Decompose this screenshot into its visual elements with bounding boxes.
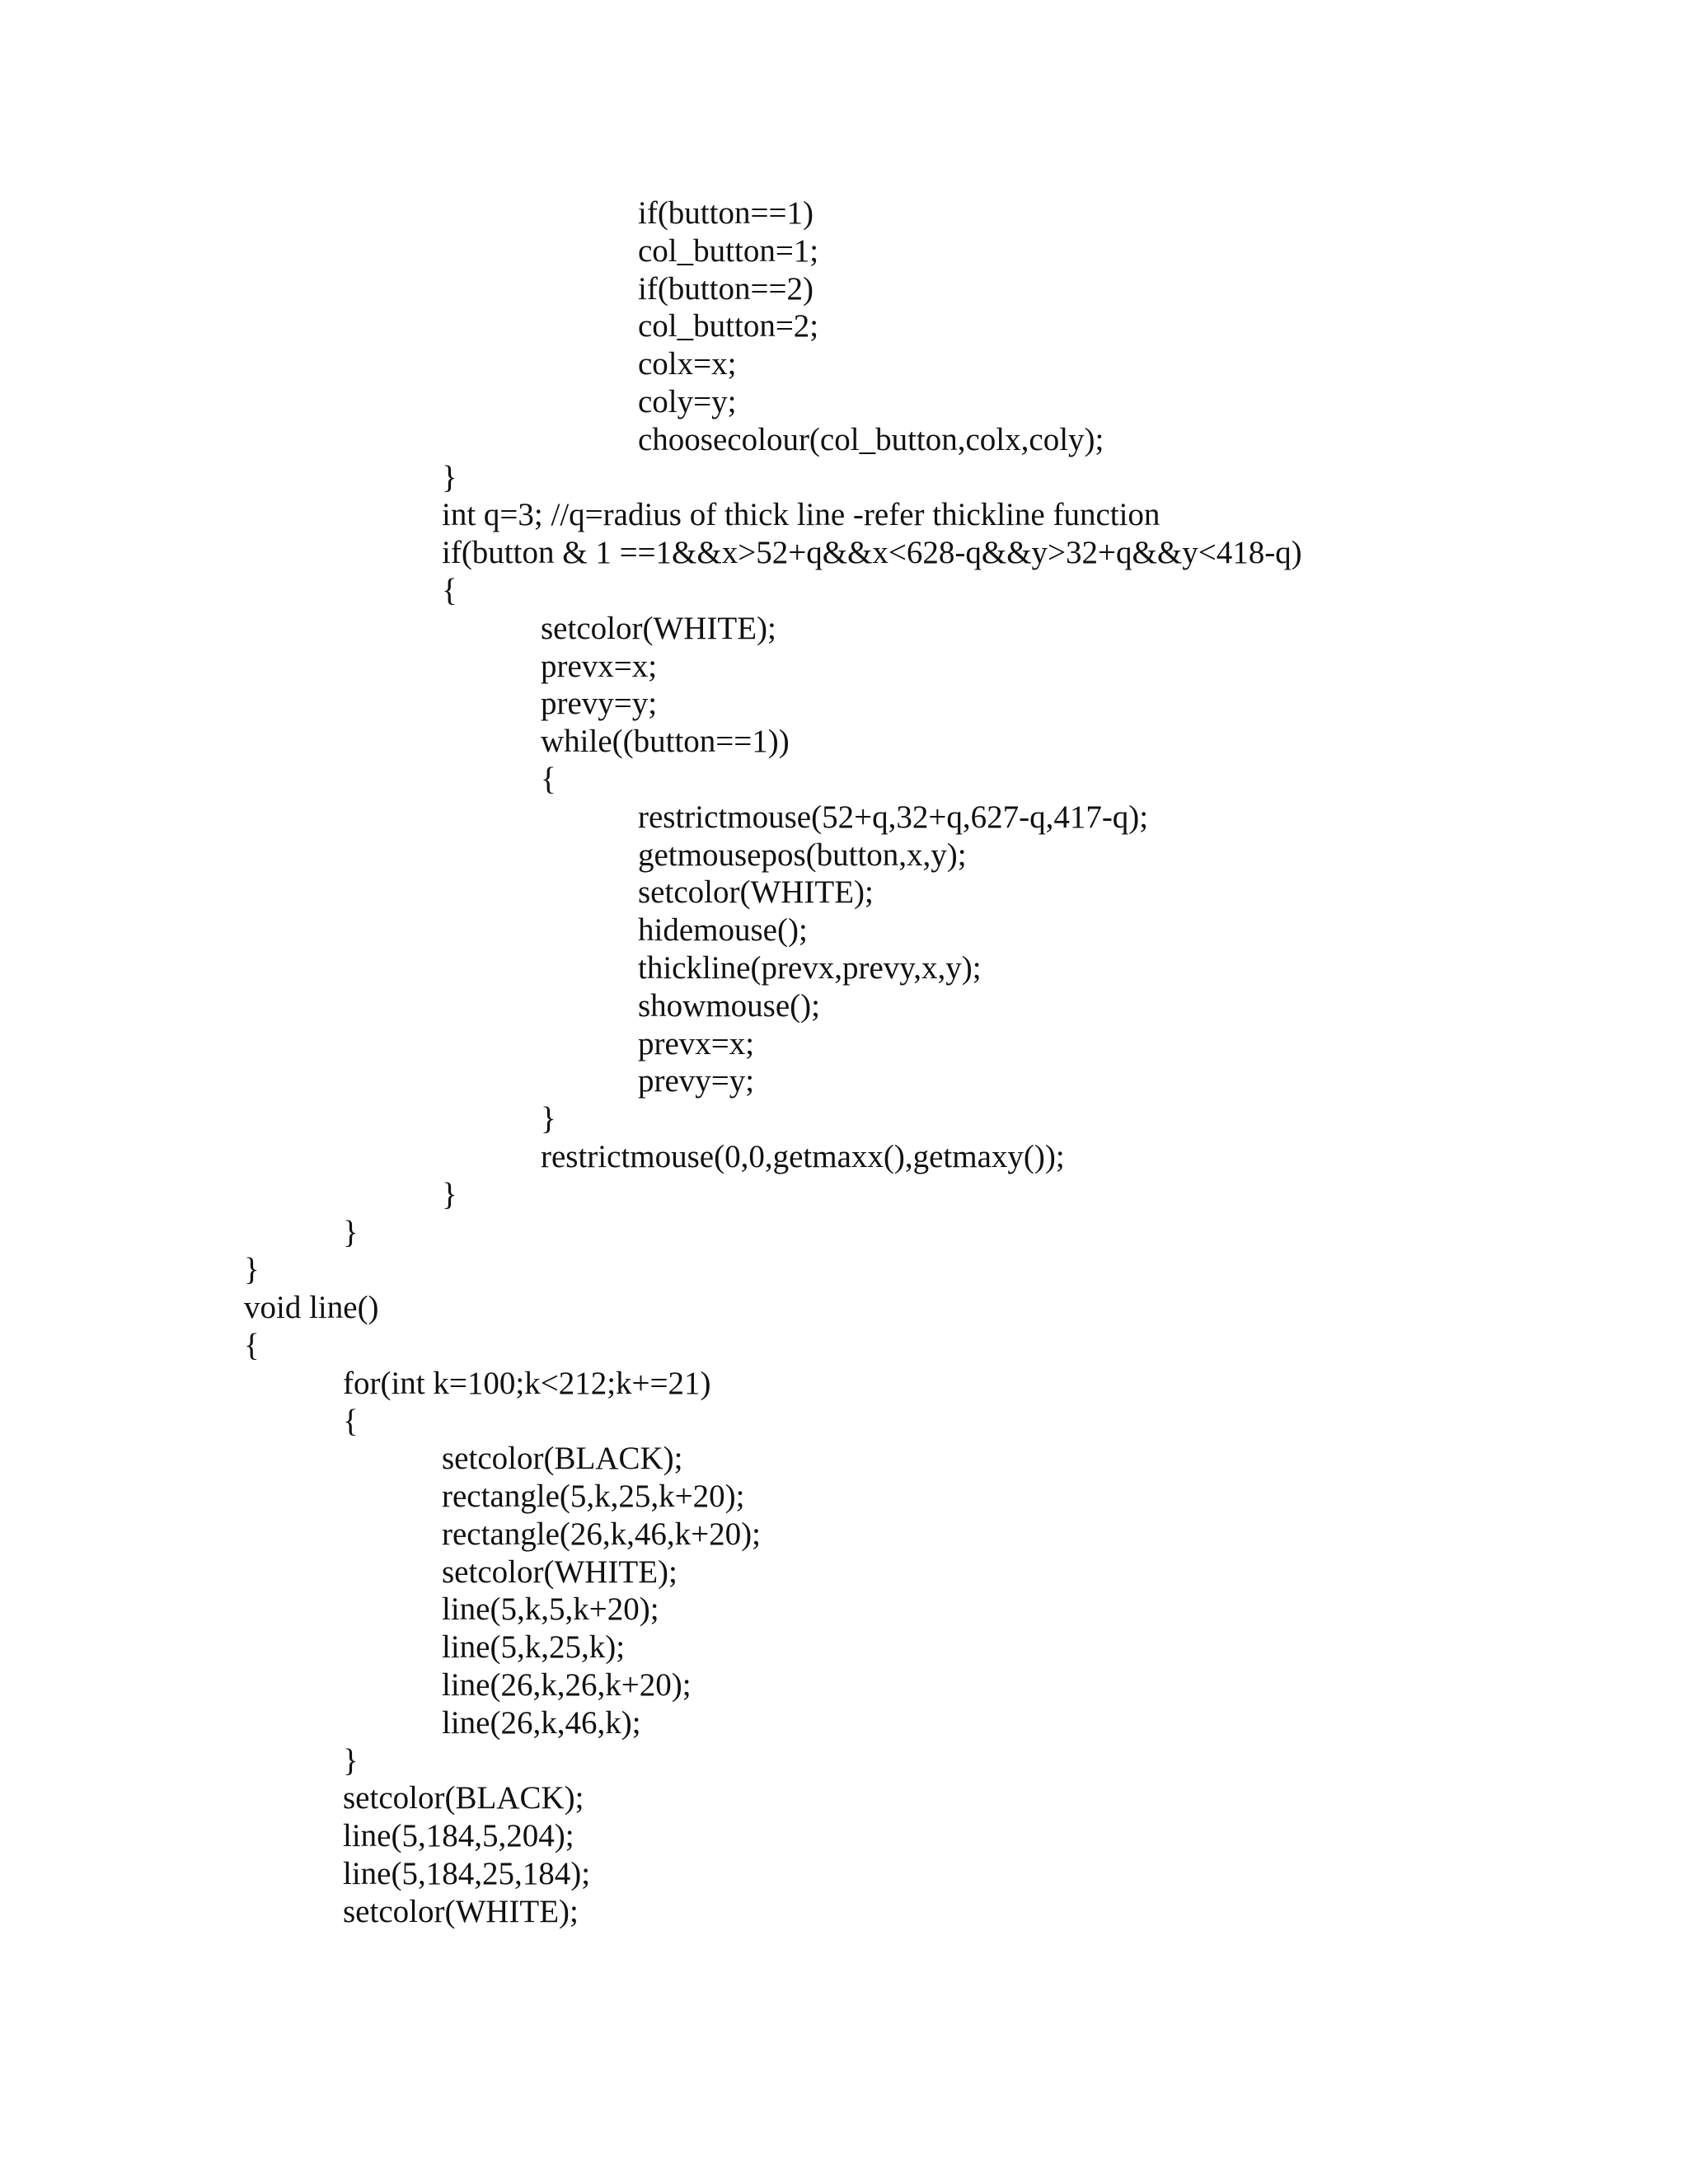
code-line: prevy=y; xyxy=(541,686,658,722)
code-line: line(5,k,25,k); xyxy=(442,1629,626,1666)
code-line: line(5,k,5,k+20); xyxy=(442,1591,659,1628)
code-line: if(button==2) xyxy=(638,270,814,307)
code-line: int q=3; //q=radius of thick line -refer thickline function xyxy=(442,497,1160,533)
code-line: { xyxy=(442,572,457,608)
code-line: setcolor(WHITE); xyxy=(541,610,776,646)
code-line: } xyxy=(244,1252,260,1288)
code-line: setcolor(WHITE); xyxy=(442,1554,678,1590)
code-line: { xyxy=(343,1403,359,1439)
code-line: restrictmouse(52+q,32+q,627-q,417-q); xyxy=(638,799,1149,835)
code-line: setcolor(WHITE); xyxy=(638,874,874,911)
code-line: rectangle(5,k,25,k+20); xyxy=(442,1479,745,1515)
code-line: coly=y; xyxy=(638,383,737,419)
code-line: thickline(prevx,prevy,x,y); xyxy=(638,949,982,986)
code-line: while((button==1)) xyxy=(541,724,790,760)
code-line: } xyxy=(541,1101,556,1137)
code-line: hidemouse(); xyxy=(638,912,808,949)
code-line: rectangle(26,k,46,k+20); xyxy=(442,1516,761,1552)
code-line: line(26,k,46,k); xyxy=(442,1704,641,1741)
code-listing xyxy=(0,194,1688,1931)
code-line: } xyxy=(442,459,457,495)
code-line: restrictmouse(0,0,getmaxx(),getmaxy()); xyxy=(541,1138,1065,1174)
code-line: col_button=1; xyxy=(638,232,819,269)
code-line: showmouse(); xyxy=(638,987,820,1024)
code-line: setcolor(BLACK); xyxy=(442,1441,683,1477)
code-line: setcolor(WHITE); xyxy=(343,1893,579,1929)
code-line: } xyxy=(343,1742,359,1779)
code-line: choosecolour(col_button,colx,coly); xyxy=(638,421,1104,457)
code-line: colx=x; xyxy=(638,346,737,382)
code-line: col_button=2; xyxy=(638,308,819,344)
code-line: if(button==1) xyxy=(638,195,814,231)
code-line: { xyxy=(541,761,556,797)
code-line: } xyxy=(442,1176,457,1212)
code-line: if(button & 1 ==1&&x>52+q&&x<628-q&&y>32+q&&y<418-q) xyxy=(442,535,1302,571)
code-line: line(5,184,5,204); xyxy=(343,1818,574,1854)
code-line: setcolor(BLACK); xyxy=(343,1780,584,1816)
code-line: } xyxy=(343,1214,359,1250)
code-line: void line() xyxy=(244,1290,379,1326)
code-line: getmousepos(button,x,y); xyxy=(638,837,967,873)
code-line: line(26,k,26,k+20); xyxy=(442,1667,692,1704)
code-line: line(5,184,25,184); xyxy=(343,1856,591,1892)
code-line: prevx=x; xyxy=(638,1025,755,1062)
code-line: prevy=y; xyxy=(638,1063,755,1099)
code-line: for(int k=100;k<212;k+=21) xyxy=(343,1365,711,1401)
code-line: prevx=x; xyxy=(541,648,658,684)
code-line: { xyxy=(244,1327,260,1363)
